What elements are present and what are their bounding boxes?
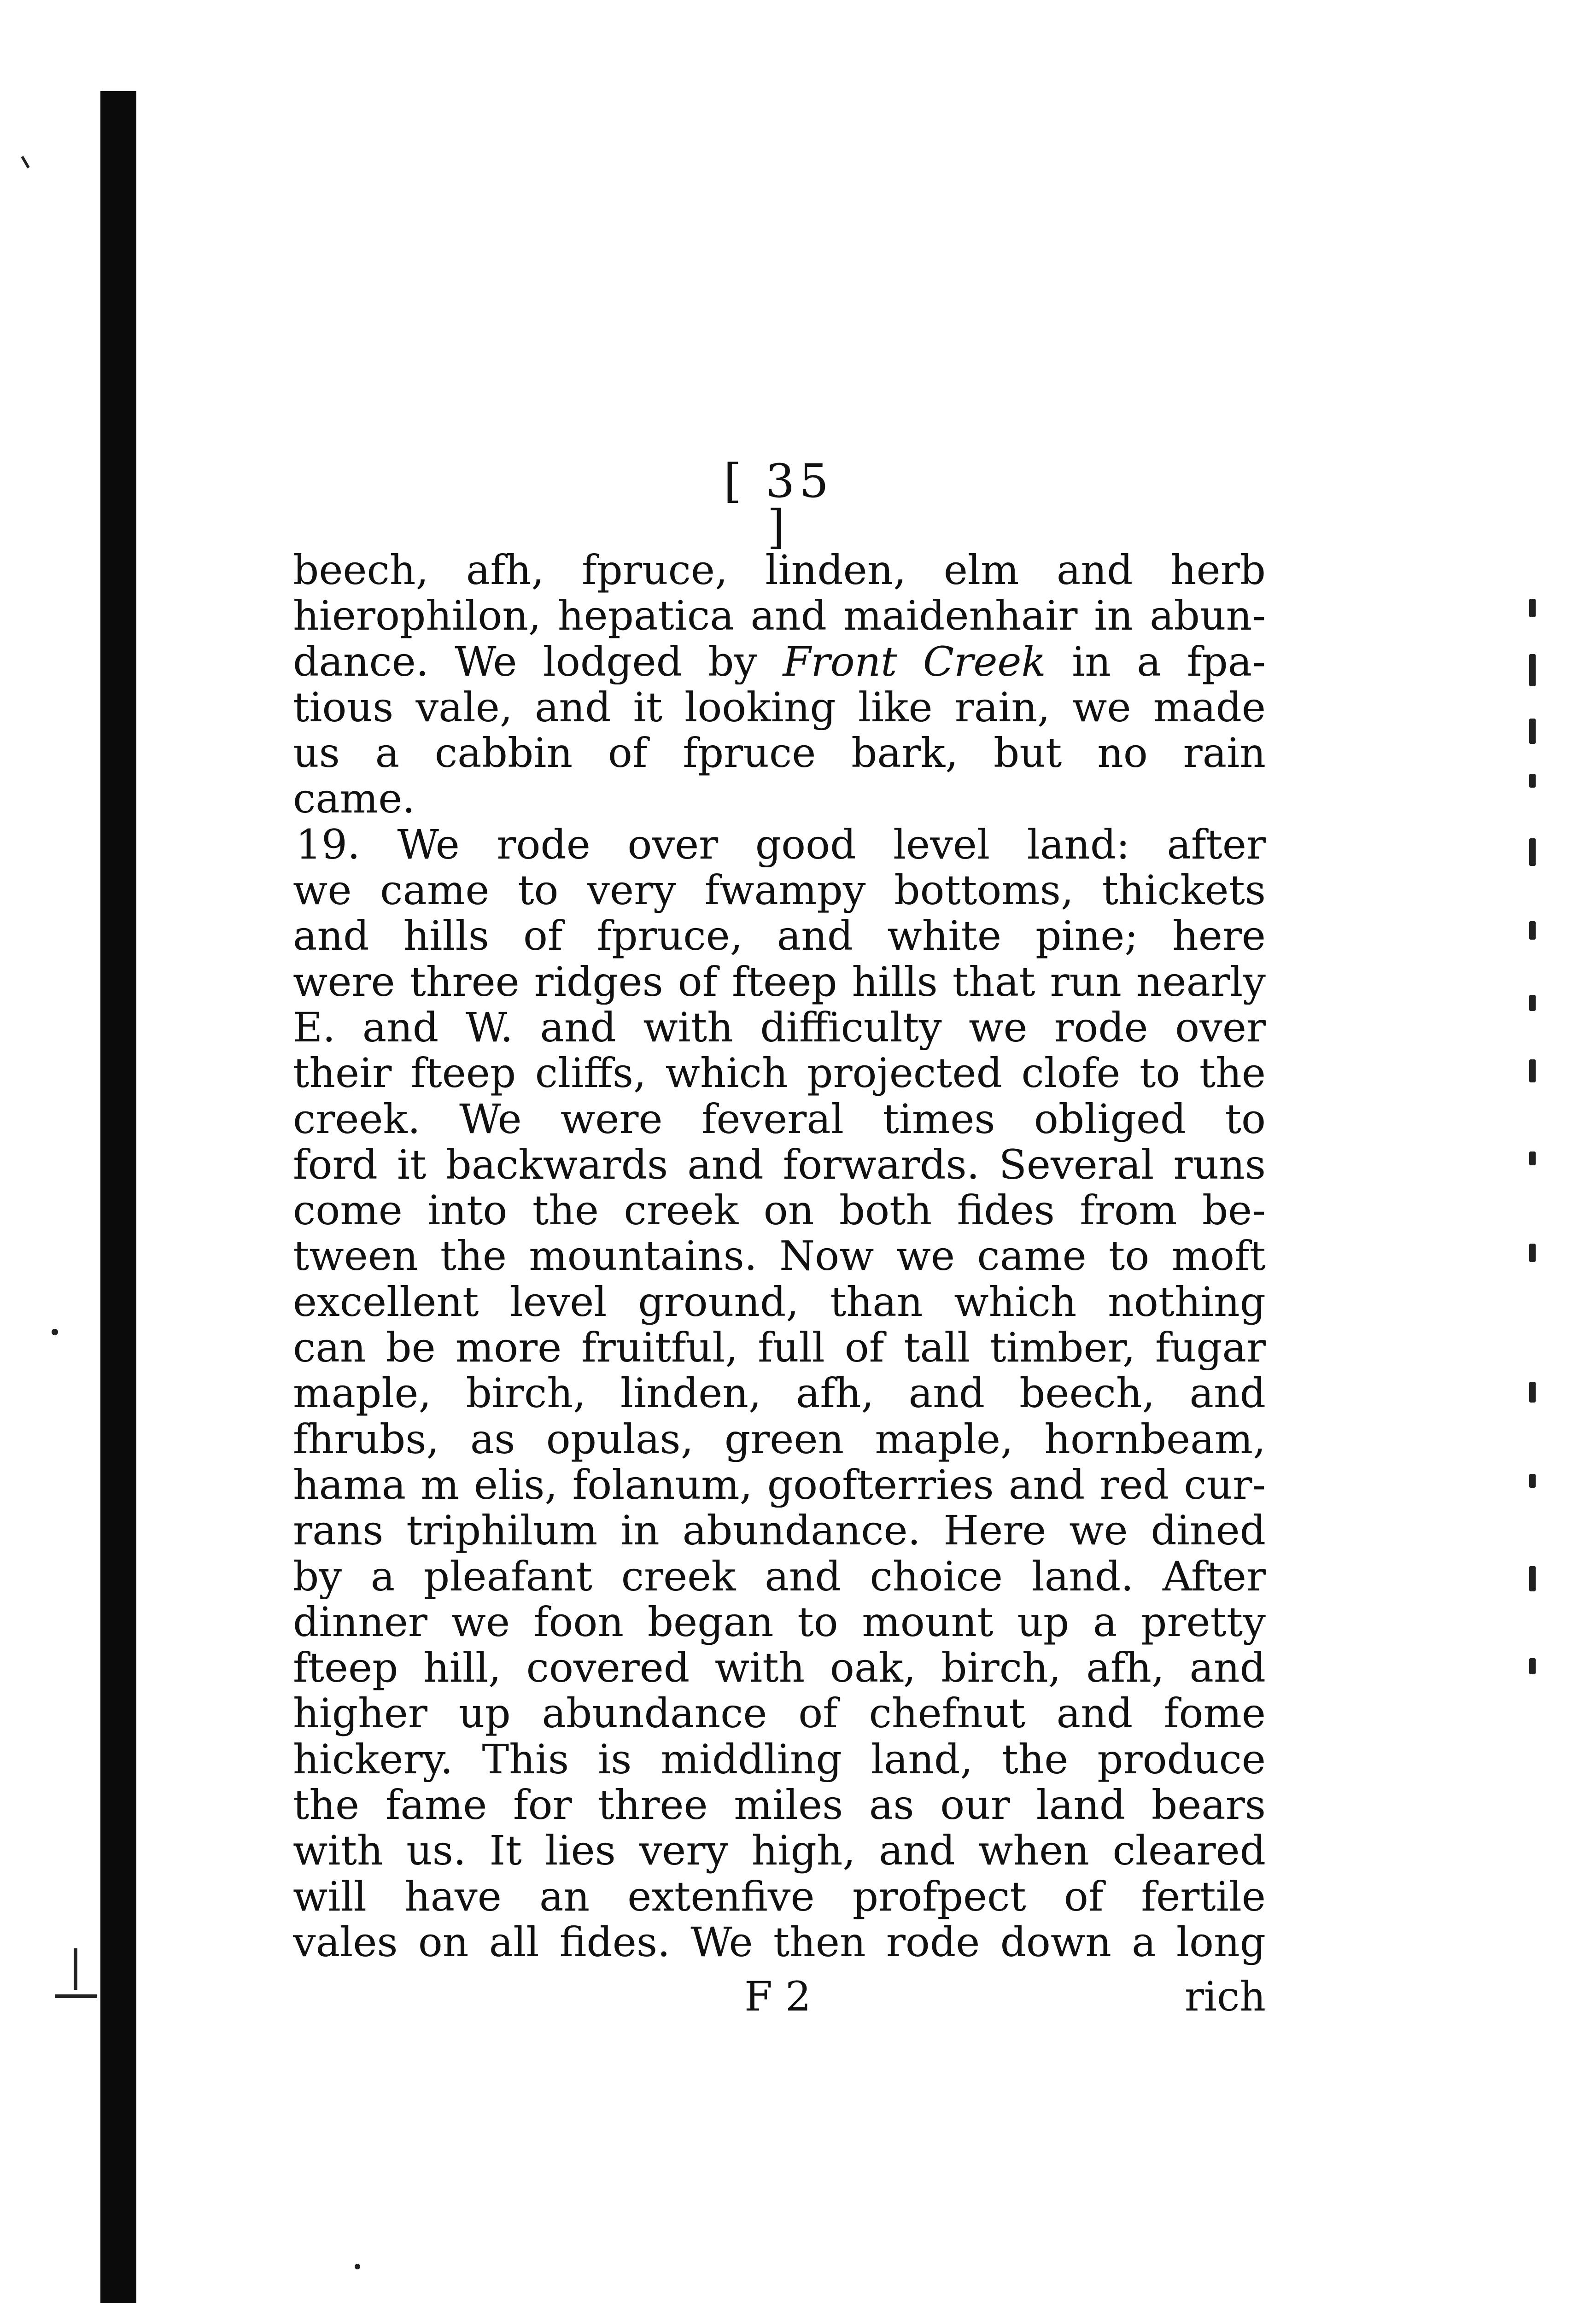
top-left-speck — [21, 156, 29, 168]
text-line: the fame for three miles as our land bears — [293, 1782, 1266, 1828]
text-line: hama m elis, folanum, goofterries and red cur- — [293, 1461, 1266, 1508]
text-line: us a cabbin of fpruce bark, but no rain — [293, 730, 1266, 776]
text-line: will have an extenfive profpect of fertile — [293, 1873, 1266, 1919]
page-footer — [293, 1971, 1266, 2022]
left-margin-dot — [52, 1329, 58, 1335]
text-line: tious vale, and it looking like rain, we made — [293, 684, 1266, 731]
text-line: ford it backwards and forwards. Several runs — [293, 1141, 1266, 1188]
text-line: with us. It lies very high, and when cleared — [293, 1828, 1266, 1874]
text-line: we came to very fwampy bottoms, thickets — [293, 867, 1266, 913]
text-line: and hills of fpruce, and white pine; here — [293, 913, 1266, 959]
bottom-speck — [355, 2264, 360, 2269]
text-line: 19. We rode over good level land: after — [296, 821, 1266, 868]
page-number-header: [ 35 ] — [723, 454, 834, 554]
text-line: higher up abundance of chefnut and fome — [293, 1690, 1266, 1736]
binding-edge-shadow — [100, 91, 136, 2303]
text-line: vales on all fides. We then rode down a long — [293, 1919, 1266, 1965]
text-line: excellent level ground, than which nothing — [293, 1279, 1266, 1325]
text-line: were three ridges of fteep hills that run nearly — [293, 959, 1266, 1005]
text-line: maple, birch, linden, afh, and beech, and — [293, 1370, 1266, 1416]
text-line: beech, afh, fpruce, linden, elm and herb — [293, 547, 1266, 593]
catchword: rich — [1184, 1973, 1266, 2020]
text-line: hierophilon, hepatica and maidenhair in abun- — [293, 593, 1266, 639]
body-text — [293, 547, 1266, 1965]
text-line: their fteep cliffs, which projected clofe to the — [293, 1050, 1266, 1096]
text-line: can be more fruitful, full of tall timber, fugar — [293, 1325, 1266, 1371]
left-margin-dash — [55, 1994, 97, 1998]
text-line: come into the creek on both fides from be- — [293, 1187, 1266, 1233]
signature-mark: F 2 — [744, 1973, 812, 2020]
italic-place-name: Front Creek — [783, 638, 1046, 684]
left-margin-tick — [74, 1948, 77, 1990]
text-line: came. — [293, 776, 415, 822]
text-line: dance. We lodged by Front Creek in a fpa- — [293, 638, 1266, 684]
text-line: tween the mountains. Now we came to moft — [293, 1233, 1266, 1279]
text-line: fhrubs, as opulas, green maple, hornbeam, — [293, 1416, 1266, 1462]
text-line: fteep hill, covered with oak, birch, afh, and — [293, 1645, 1266, 1691]
text-line: creek. We were feveral times obliged to — [293, 1096, 1266, 1142]
text-line: hickery. This is middling land, the produce — [293, 1736, 1266, 1783]
text-line: E. and W. and with difficulty we rode over — [293, 1004, 1266, 1051]
text-line: rans triphilum in abundance. Here we dined — [293, 1508, 1266, 1554]
text-line: dinner we foon began to mount up a pretty — [293, 1599, 1266, 1645]
text-line: by a pleafant creek and choice land. After — [293, 1553, 1266, 1599]
right-margin-specks — [1529, 599, 1557, 1704]
